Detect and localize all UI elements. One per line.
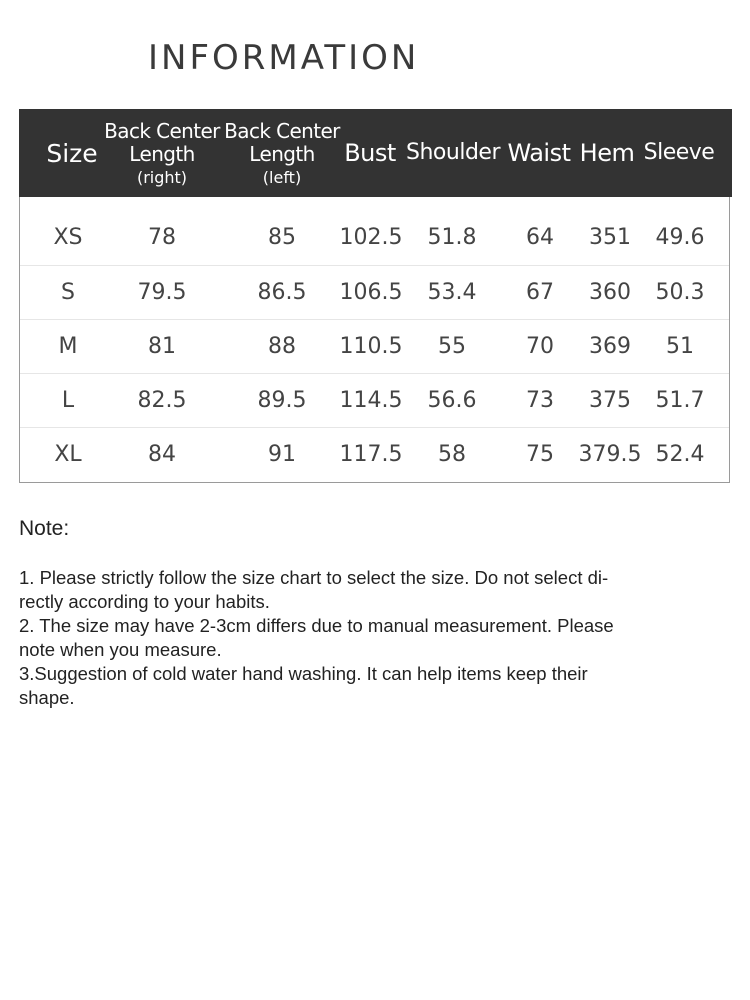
- cell-shoulder: 56.6: [427, 388, 477, 413]
- cell-size: XL: [54, 442, 82, 467]
- cell-back-right: 82.5: [137, 388, 187, 413]
- cell-bust: 102.5: [339, 225, 403, 250]
- note-line: 2. The size may have 2-3cm differs due to manual measurement. Please: [19, 615, 614, 636]
- header-back-left-line3: (left): [262, 168, 302, 187]
- size-table: [19, 109, 730, 483]
- page-title: INFORMATION: [148, 38, 420, 78]
- cell-hem: 369: [589, 334, 631, 359]
- cell-back-left: 85: [268, 225, 296, 250]
- note-line: shape.: [19, 687, 75, 708]
- cell-waist: 64: [526, 225, 554, 250]
- cell-bust: 117.5: [339, 442, 403, 467]
- table-header: [19, 109, 732, 197]
- header-back-center-right: [103, 109, 221, 197]
- header-back-left-line1: Back Center: [224, 119, 340, 143]
- cell-back-left: 86.5: [257, 280, 307, 305]
- cell-bust: 110.5: [339, 334, 403, 359]
- cell-hem: 360: [589, 280, 631, 305]
- cell-shoulder: 51.8: [427, 225, 477, 250]
- cell-size: L: [61, 388, 75, 413]
- cell-waist: 67: [526, 280, 554, 305]
- cell-back-right: 78: [148, 225, 176, 250]
- table-row: [20, 265, 729, 320]
- header-hem: Hem: [579, 139, 635, 167]
- cell-shoulder: 53.4: [427, 280, 477, 305]
- header-back-left-line2: Length: [249, 142, 315, 166]
- header-back-center-left: [223, 109, 341, 197]
- cell-shoulder: 58: [438, 442, 466, 467]
- header-waist: Waist: [507, 139, 571, 167]
- cell-shoulder: 55: [438, 334, 466, 359]
- note-line: rectly according to your habits.: [19, 591, 270, 612]
- cell-hem: 379.5: [578, 442, 642, 467]
- note-body: [19, 566, 709, 710]
- note-line: note when you measure.: [19, 639, 222, 660]
- cell-bust: 114.5: [339, 388, 403, 413]
- cell-sleeve: 52.4: [655, 442, 705, 467]
- cell-hem: 375: [589, 388, 631, 413]
- cell-back-right: 79.5: [137, 280, 187, 305]
- cell-size: S: [61, 280, 75, 305]
- cell-back-left: 91: [268, 442, 296, 467]
- cell-back-right: 81: [148, 334, 176, 359]
- cell-waist: 73: [526, 388, 554, 413]
- cell-sleeve: 51: [666, 334, 694, 359]
- table-row: [20, 373, 729, 428]
- note-line: 1. Please strictly follow the size chart to select the size. Do not select di-: [19, 567, 609, 588]
- cell-hem: 351: [589, 225, 631, 250]
- cell-sleeve: 49.6: [655, 225, 705, 250]
- table-row: [20, 211, 729, 265]
- header-back-right-line2: Length: [129, 142, 195, 166]
- header-back-right-line3: (right): [136, 168, 188, 187]
- header-back-right-line1: Back Center: [104, 119, 220, 143]
- cell-sleeve: 50.3: [655, 280, 705, 305]
- note-title: Note:: [19, 517, 70, 540]
- cell-back-left: 88: [268, 334, 296, 359]
- table-row: [20, 319, 729, 374]
- header-shoulder: Shoulder: [406, 140, 500, 165]
- note-line: 3.Suggestion of cold water hand washing. It can help items keep their: [19, 663, 588, 684]
- cell-waist: 70: [526, 334, 554, 359]
- header-sleeve: Sleeve: [643, 140, 715, 165]
- cell-sleeve: 51.7: [655, 388, 705, 413]
- cell-back-right: 84: [148, 442, 176, 467]
- cell-back-left: 89.5: [257, 388, 307, 413]
- cell-size: XS: [53, 225, 83, 250]
- cell-waist: 75: [526, 442, 554, 467]
- cell-size: M: [58, 334, 78, 359]
- header-size: Size: [46, 139, 98, 168]
- table-row: [20, 427, 729, 482]
- cell-bust: 106.5: [339, 280, 403, 305]
- header-bust: Bust: [344, 139, 396, 167]
